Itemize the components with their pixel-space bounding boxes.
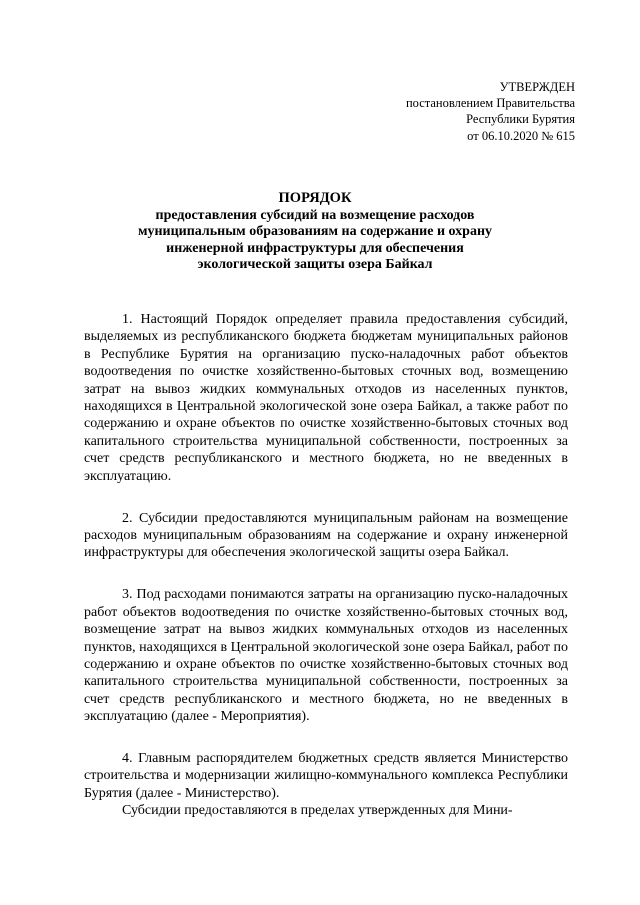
document-body [84,311,568,820]
paragraph-1: 1. Настоящий Порядок определяет правила предоставления субсидий, выделяемых из республиканского бюджета бюджетам муниципальных районов в Республике Бурятия на организацию пуско-наладочных работ объектов водоотведения по очистке хозяйственно-бытовых сточных вод, возмещению затрат на вывоз жидких коммунальных отходов из населенных пунктов, находящихся в Центральной экологической зоне озера Байкал, а также работ по содержанию и охране объектов по очистке хозяйственно-бытовых сточных вод капитального строительства муниципальной собственности, построенных за счет средств республиканского и местного бюджета, но не введенных в эксплуатацию. [84,312,568,484]
title-line-2: муниципальным образованиям на содержание и охрану [137,224,493,240]
title-line-1: предоставления субсидий на возмещение расходов [155,207,475,223]
title-line-4: экологической защиты озера Байкал [197,257,433,273]
paragraph-5: Субсидии предоставляются в пределах утвержденных для Мини- [122,803,513,819]
approval-resolution: постановлением Правительства [405,96,575,111]
paragraph-4: 4. Главным распорядителем бюджетных средств является Министерство строительства и модернизации жилищно-коммунального комплекса Республики Бурятия (далее - Министерство). [84,751,568,801]
approval-stamp [406,79,575,144]
title-line-3: инженерной инфраструктуры для обеспечения [166,240,464,256]
approval-republic: Республики Бурятия [466,112,575,127]
paragraph-2: 2. Субсидии предоставляются муниципальным районам на возмещение расходов муниципальным образованиям на содержание и охрану инженерной инфраструктуры для обеспечения экологической защиты озера Байкал. [84,510,568,561]
approval-heading: УТВЕРЖДЕН [499,80,575,94]
title-heading: ПОРЯДОК [278,190,352,206]
document-title [95,190,535,274]
approval-date-number: от 06.10.2020 № 615 [467,128,575,143]
paragraph-3: 3. Под расходами понимаются затраты на организацию пуско-наладочных работ объектов водоотведения по очистке хозяйственно-бытовых сточных вод, возмещение затрат на вывоз жидких коммунальных отходов из населенных пунктов, находящихся в Центральной экологической зоне озера Байкал, работ по содержанию и охране объектов по очистке хозяйственно-бытовых сточных вод капитального строительства муниципальной собственности, построенных за счет средств республиканского и местного бюджета, но не введенных в эксплуатацию (далее - Мероприятия). [84,587,568,725]
